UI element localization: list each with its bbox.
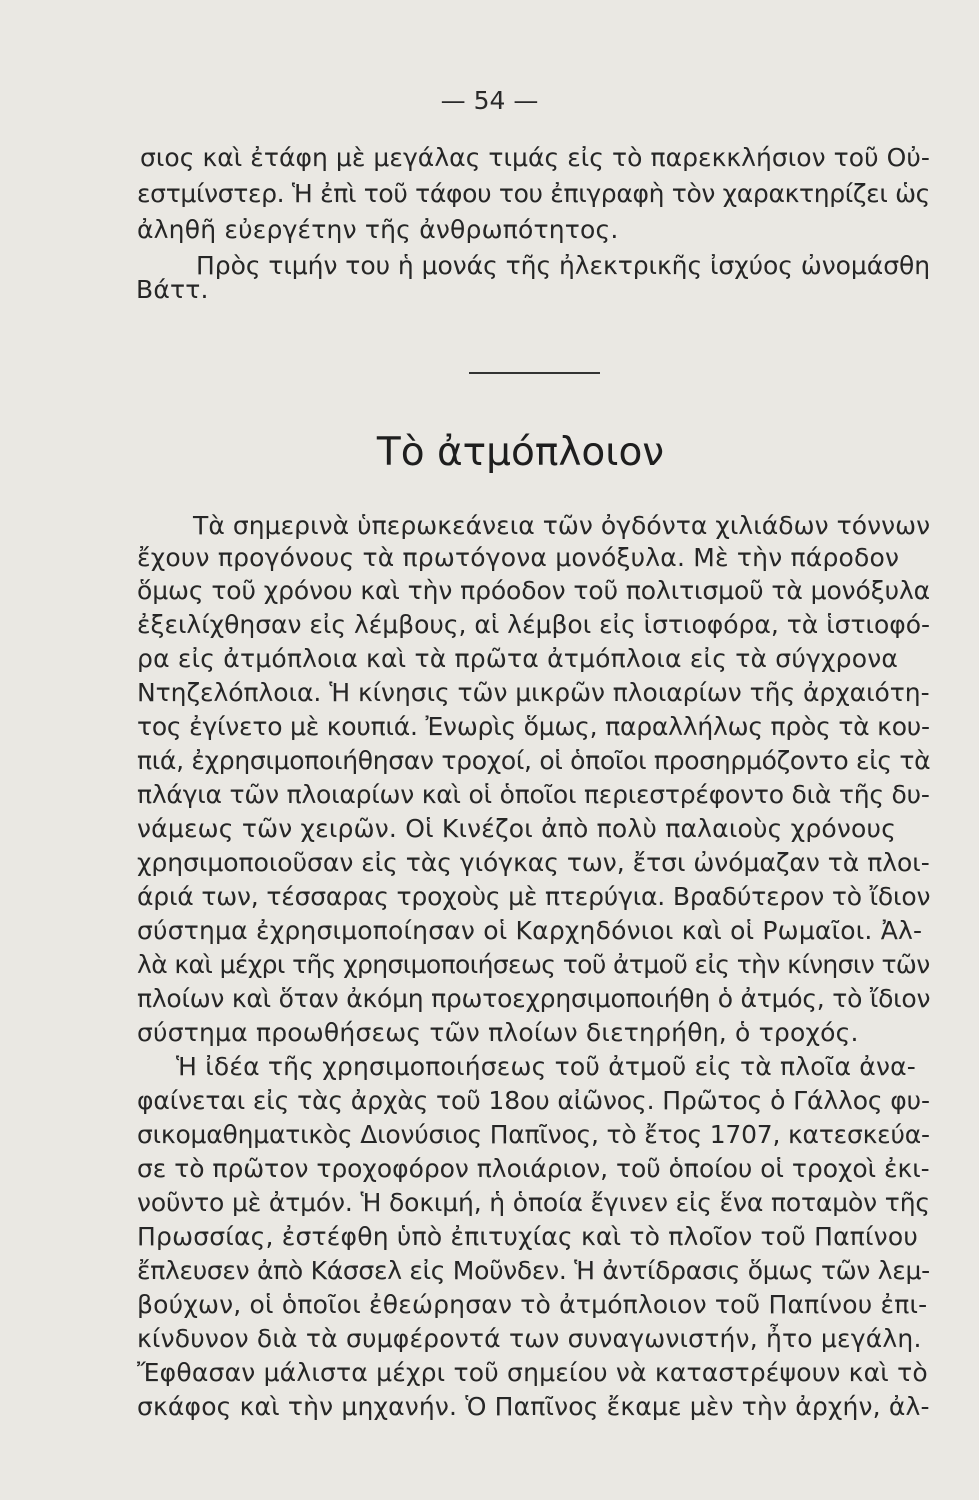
- text-line: ἀληθῆ εὐεργέτην τῆς ἀνθρωπότητος.: [137, 215, 619, 244]
- text-line: φαίνεται εἰς τὰς ἀρχὰς τοῦ 18ου αἰῶνος. Πρῶτος ὁ Γάλλος φυ-: [137, 1086, 930, 1115]
- text-line: ρα εἰς ἀτμόπλοια καὶ τὰ πρῶτα ἀτμόπλοια εἰς τὰ σύγχρονα: [137, 644, 899, 673]
- text-line: εστμίνστερ. Ἡ ἐπὶ τοῦ τάφου του ἐπιγραφὴ τὸν χαρακτηρίζει ὡς: [137, 179, 931, 208]
- text-line: Ἔφθασαν μάλιστα μέχρι τοῦ σημείου νὰ καταστρέψουν καὶ τὸ: [137, 1358, 928, 1387]
- text-line: τος ἐγίνετο μὲ κουπιά. Ἐνωρὶς ὅμως, παραλλήλως πρὸς τὰ κου-: [137, 712, 930, 741]
- text-line: σύστημα προωθήσεως τῶν πλοίων διετηρήθη, ὁ τροχός.: [137, 1018, 859, 1047]
- page-number: — 54 —: [440, 86, 539, 115]
- section-divider: [469, 372, 600, 374]
- text-line: Πρωσσίας, ἐστέφθη ὑπὸ ἐπιτυχίας καὶ τὸ πλοῖον τοῦ Παπίνου: [137, 1222, 918, 1251]
- text-line: Ἡ ἰδέα τῆς χρησιμοποιήσεως τοῦ ἀτμοῦ εἰς τὰ πλοῖα ἀνα-: [176, 1052, 917, 1081]
- text-line: άριά των, τέσσαρας τροχοὺς μὲ πτερύγια. Βραδύτερον τὸ ἴδιον: [137, 882, 931, 911]
- text-line: σε τὸ πρῶτον τροχοφόρον πλοιάριον, τοῦ ὁποίου οἱ τροχοὶ ἐκι-: [137, 1154, 930, 1183]
- text-line: Ντηζελόπλοια. Ἡ κίνησις τῶν μικρῶν πλοιαρίων τῆς ἀρχαιότη-: [137, 678, 930, 707]
- text-line: σύστημα ἐχρησιμοποίησαν οἱ Καρχηδόνιοι καὶ οἱ Ρωμαῖοι. Ἀλ-: [137, 916, 923, 945]
- text-line: ἔχουν προγόνους τὰ πρωτόγονα μονόξυλα. Μὲ τὴν πάροδον: [137, 543, 900, 572]
- section-title: Τὸ ἀτμόπλοιον: [376, 430, 665, 475]
- text-line: νάμεως τῶν χειρῶν. Οἱ Κινέζοι ἀπὸ πολὺ παλαιοὺς χρόνους: [137, 814, 897, 843]
- text-line: λὰ καὶ μέχρι τῆς χρησιμοποιήσεως τοῦ ἀτμοῦ εἰς τὴν κίνησιν τῶν: [137, 950, 930, 979]
- text-line: Πρὸς τιμήν του ἡ μονάς τῆς ἠλεκτρικῆς ἰσχύος ὠνομάσθη: [196, 251, 931, 280]
- text-line: ἔπλευσεν ἀπὸ Κάσσελ εἰς Μοῦνδεν. Ἡ ἀντίδρασις ὅμως τῶν λεμ-: [137, 1256, 930, 1285]
- text-line: πλάγια τῶν πλοιαρίων καὶ οἱ ὁποῖοι περιεστρέφοντο διὰ τῆς δυ-: [137, 780, 930, 809]
- text-line: ὅμως τοῦ χρόνου καὶ τὴν πρόοδον τοῦ πολιτισμοῦ τὰ μονόξυλα: [137, 576, 931, 605]
- text-line: χρησιμοποιοῦσαν εἰς τὰς γιόγκας των, ἔτσι ὠνόμαζαν τὰ πλοι-: [137, 848, 930, 877]
- text-line: ἐξειλίχθησαν εἰς λέμβους, αἱ λέμβοι εἰς ἱστιοφόρα, τὰ ἱστιοφό-: [137, 610, 931, 639]
- text-line: βούχων, οἱ ὁποῖοι ἐθεώρησαν τὸ ἀτμόπλοιον τοῦ Παπίνου ἐπι-: [137, 1290, 928, 1319]
- text-line: πιά, ἐχρησιμοποιήθησαν τροχοί, οἱ ὁποῖοι προσηρμόζοντο εἰς τὰ: [137, 746, 931, 775]
- text-line: Βάττ.: [136, 275, 209, 304]
- text-line: σιος καὶ ἐτάφη μὲ μεγάλας τιμάς εἰς τὸ παρεκκλήσιον τοῦ Οὐ-: [140, 143, 930, 172]
- text-line: σικομαθηματικὸς Διονύσιος Παπῖνος, τὸ ἔτος 1707, κατεσκεύα-: [137, 1120, 930, 1149]
- text-line: νοῦντο μὲ ἀτμόν. Ἡ δοκιμή, ἡ ὁποία ἔγινεν εἰς ἕνα ποταμὸν τῆς: [137, 1188, 930, 1217]
- text-line: σκάφος καὶ τὴν μηχανήν. Ὁ Παπῖνος ἔκαμε μὲν τὴν ἀρχήν, ἀλ-: [137, 1392, 930, 1421]
- text-line: πλοίων καὶ ὅταν ἀκόμη πρωτοεχρησιμοποιήθη ὁ ἀτμός, τὸ ἴδιον: [137, 984, 931, 1013]
- text-line: κίνδυνον διὰ τὰ συμφέροντά των συναγωνιστήν, ἦτο μεγάλη.: [137, 1324, 922, 1353]
- text-line: Τὰ σημερινὰ ὑπερωκεάνεια τῶν ὀγδόντα χιλιάδων τόννων: [193, 511, 931, 540]
